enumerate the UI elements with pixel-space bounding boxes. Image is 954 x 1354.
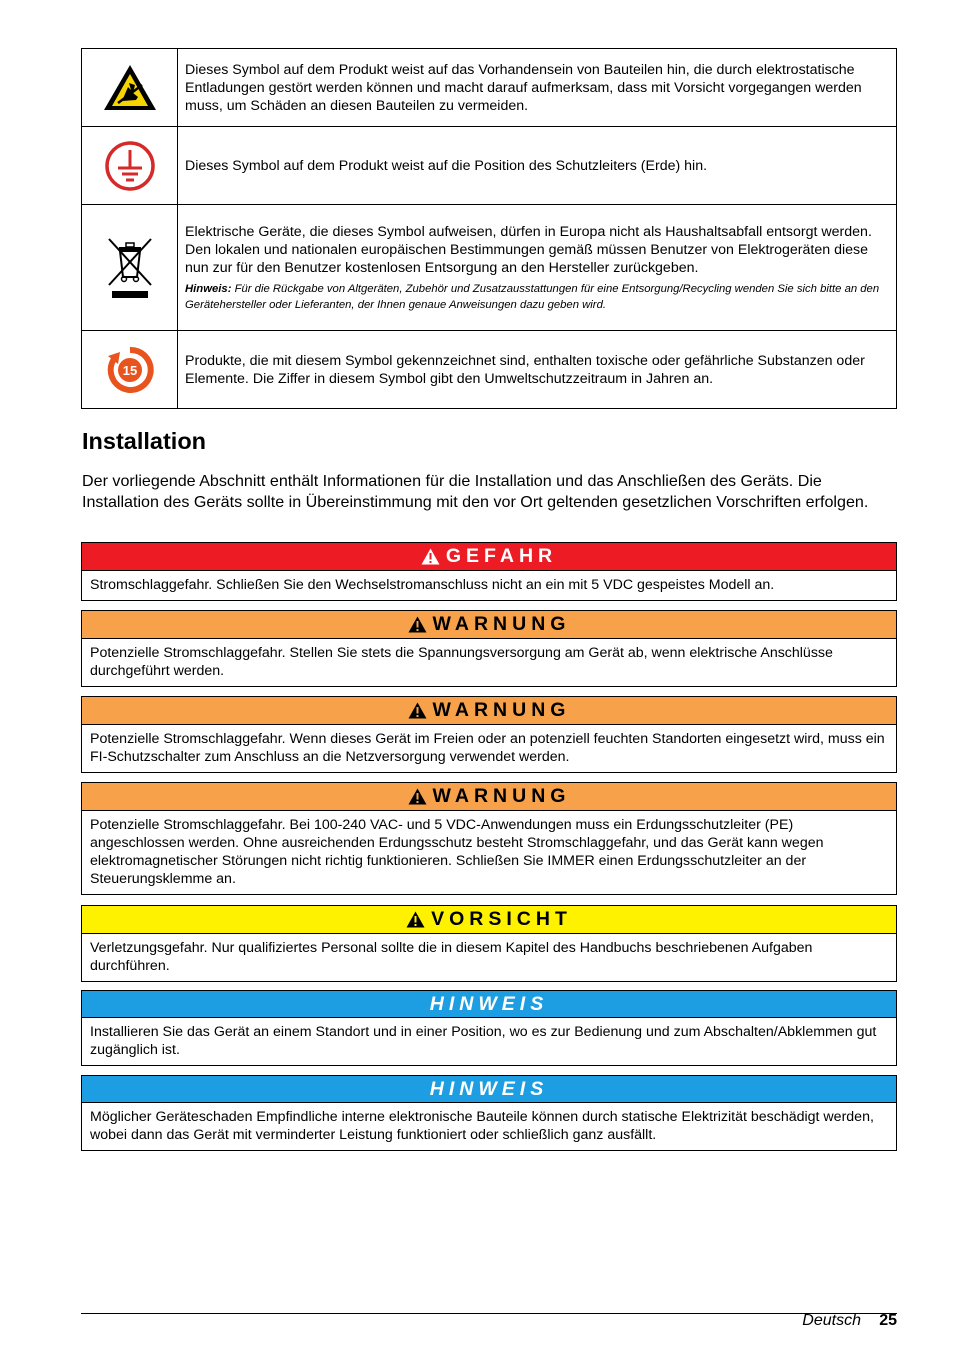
page-number: 25 — [879, 1312, 897, 1329]
note-text: Für die Rückgabe von Altgeräten, Zubehör und Zusatzausstattungen für eine Entsorgung/Recycling wenden Sie sich bitte an den Gerätehersteller oder Lieferanten, der Ihnen genaue Anweisungen dazu geben wird. — [185, 282, 880, 311]
warning-header — [82, 783, 896, 811]
caution-label: VORSICHT — [431, 908, 572, 930]
note-label: Hinweis: — [185, 282, 232, 295]
danger-text: Stromschlaggefahr. Schließen Sie den Wechselstromanschluss nicht an ein mit 5 VDC gespeistes Modell an. — [90, 577, 775, 593]
warning-text: Potenzielle Stromschlaggefahr. Stellen Sie stets die Spannungsversorgung am Gerät ab, wenn elektrische Anschlüsse durchgeführt werden. — [90, 645, 833, 679]
warning-triangle-icon — [421, 548, 440, 565]
section-title: Installation — [82, 428, 207, 454]
warning-box — [81, 696, 897, 773]
warning-header — [82, 611, 896, 639]
warning-triangle-icon — [408, 788, 427, 805]
caution-header — [82, 906, 896, 934]
warning-header — [82, 697, 896, 725]
danger-header — [82, 543, 896, 571]
symbol-table — [81, 48, 897, 409]
warning-triangle-icon — [406, 911, 425, 928]
caution-text: Verletzungsgefahr. Nur qualifiziertes Personal sollte die in diesem Kapitel des Handbuchs beschriebenen Aufgaben durchführen. — [90, 940, 813, 974]
epup-15-icon — [106, 346, 154, 394]
warning-triangle-icon — [408, 616, 427, 633]
epup-years-text: 15 — [122, 362, 137, 378]
symbol-row — [82, 331, 897, 409]
symbol-description: Dieses Symbol auf dem Produkt weist auf das Vorhandensein von Bauteilen hin, die durch elektrostatische Entladungen gestört werden können und macht darauf aufmerksam, dass mit Vorsicht vorgegangen werden muss, um Schäden an diesen Bauteilen zu vermeiden. — [178, 49, 897, 127]
notice-text: Installieren Sie das Gerät an einem Standort und in einer Position, wo es zur Bedienung und zum Abschalten/Abklemmen gut zugänglich ist. — [90, 1024, 877, 1058]
symbol-row — [82, 49, 897, 127]
footer-rule — [81, 1313, 897, 1314]
weee-crossed-bin-icon — [105, 235, 155, 301]
caution-box — [81, 905, 897, 982]
warning-box — [81, 610, 897, 687]
danger-label: GEFAHR — [445, 545, 558, 567]
warning-triangle-icon — [408, 702, 427, 719]
esd-warning-icon — [102, 63, 158, 113]
notice-text: Möglicher Geräteschaden Empfindliche interne elektronische Bauteile können durch statische Elektrizität beschädigt werden, wobei dann das Gerät mit verminderter Leistung funktioniert oder schließlich ganz ausfällt. — [90, 1109, 874, 1143]
warning-text: Potenzielle Stromschlaggefahr. Wenn dieses Gerät im Freien oder an potenziell feuchten Standorten eingesetzt wird, muss ein FI-Schutzschalter zum Anschluss an die Netzversorgung verwendet werden. — [90, 731, 885, 765]
warning-text: Potenzielle Stromschlaggefahr. Bei 100-240 VAC- und 5 VDC-Anwendungen muss ein Erdungsschutzleiter (PE) angeschlossen werden. Ohne ausreichenden Erdungsschutz besteht Stromschlaggefahr, und das Gerät kann wegen elektromagnetischer Störungen nicht richtig funktionieren. Schließen Sie IMMER einen Erdungsschutzleiter an der Steuerungsklemme an. — [90, 817, 824, 887]
protective-earth-icon — [104, 140, 156, 192]
symbol-description: Dieses Symbol auf dem Produkt weist auf die Position des Schutzleiters (Erde) hin. — [178, 127, 897, 205]
warning-label: WARNUNG — [432, 613, 571, 635]
notice-box — [81, 1075, 897, 1151]
symbol-note — [185, 281, 886, 313]
notice-label: HINWEIS — [429, 992, 549, 1015]
warning-label: WARNUNG — [432, 699, 571, 721]
danger-box — [81, 542, 897, 601]
symbol-description: Elektrische Geräte, die dieses Symbol aufweisen, dürfen in Europa nicht als Haushaltsabfall entsorgt werden. Den lokalen und nationalen europäischen Bestimmungen gemäß müssen Benutzer von Elektrogeräten diese nun zur für den Benutzer kostenlosen Entsorgung an den Hersteller zurückgeben. — [185, 223, 872, 276]
notice-box — [81, 990, 897, 1066]
footer-language: Deutsch — [802, 1312, 861, 1329]
intro-paragraph: Der vorliegende Abschnitt enthält Informationen für die Installation und das Anschließen des Geräts. Die Installation des Geräts sollte in Übereinstimmung mit den vor Ort geltenden gesetzlichen Vorschriften erfolgen. — [82, 472, 869, 511]
warning-box — [81, 782, 897, 895]
notice-header — [82, 1076, 896, 1103]
symbol-description: Produkte, die mit diesem Symbol gekennzeichnet sind, enthalten toxische oder gefährliche Substanzen oder Elemente. Die Ziffer in diesem Symbol gibt den Umweltschutzzeitraum in Jahren an. — [178, 331, 897, 409]
notice-label: HINWEIS — [429, 1077, 549, 1100]
notice-header — [82, 991, 896, 1018]
warning-label: WARNUNG — [432, 785, 571, 807]
symbol-row — [82, 127, 897, 205]
symbol-row — [82, 205, 897, 331]
